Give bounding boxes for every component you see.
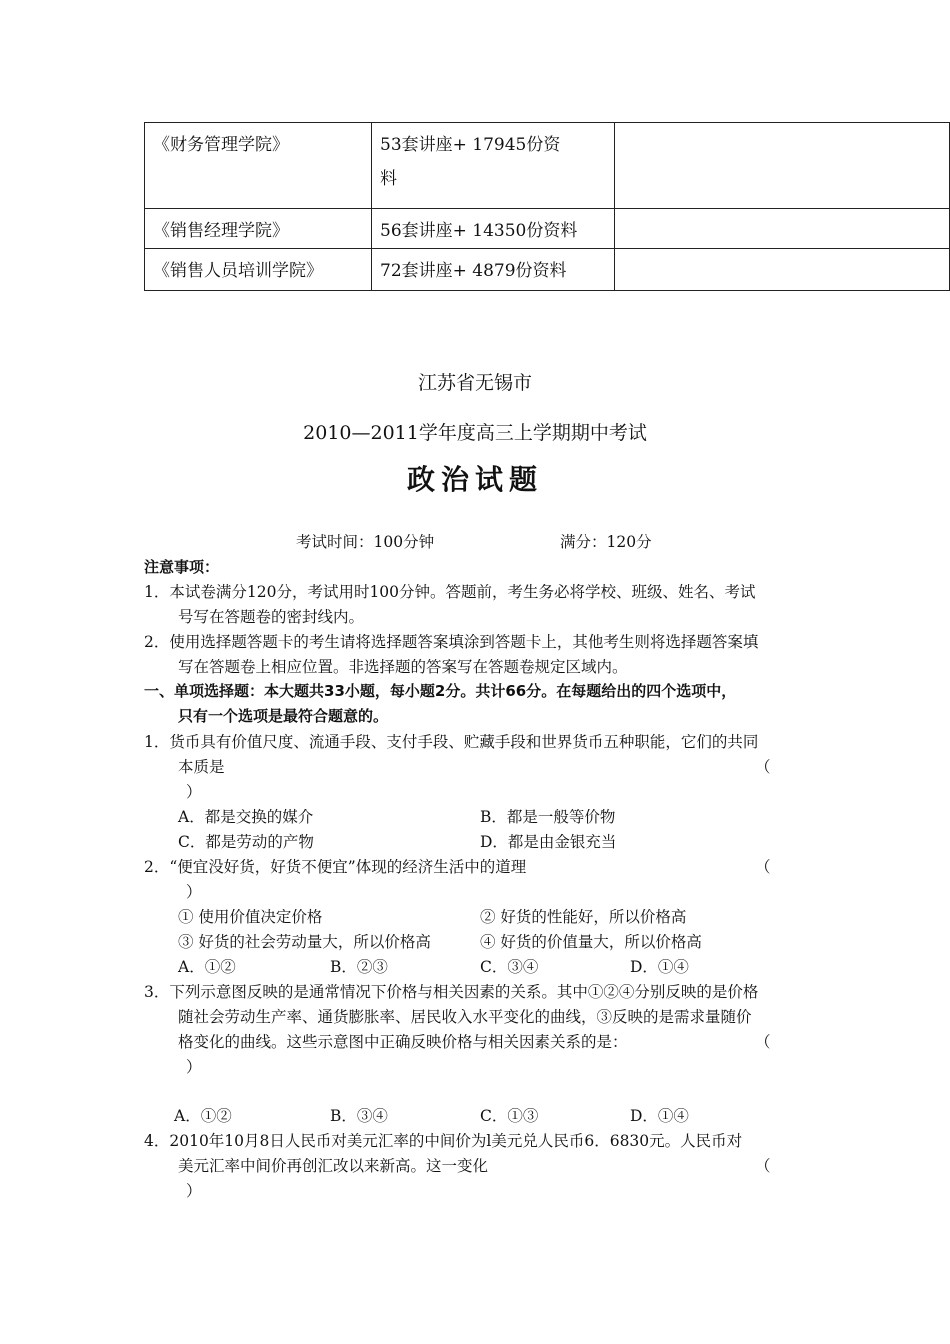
answer-paren-open: （ [755, 758, 771, 776]
notice-item-1: 1．本试卷满分120分，考试用时100分钟。答题前，考生务必将学校、班级、姓名、考试 [144, 583, 756, 601]
question-4-cont: 美元汇率中间价再创汇改以来新高。这一变化 [178, 1157, 489, 1175]
section-1-heading: 一、单项选择题：本大题共33小题，每小题2分。共计66分。在每题给出的四个选项中， [144, 682, 737, 700]
answer-paren-close: ） [186, 883, 202, 901]
option-a: A．都是交换的媒介 [178, 808, 314, 826]
table-cell-content: 56套讲座+ 14350份资料 [372, 209, 615, 249]
notice-item-2: 2．使用选择题答题卡的考生请将选择题答案填涂到答题卡上，其他考生则将选择题答案填 [144, 633, 759, 651]
answer-paren-open: （ [755, 1033, 771, 1051]
question-3: 3．下列示意图反映的是通常情况下价格与相关因素的关系。其中①②④分别反映的是价格 [144, 983, 759, 1001]
option-b: B．②③ [330, 958, 388, 976]
table-cell-name: 《销售经理学院》 [145, 209, 372, 249]
option-b: B．③④ [330, 1107, 388, 1125]
statement-2: ② 好货的性能好，所以价格高 [480, 908, 687, 926]
statement-4: ④ 好货的价值量大，所以价格高 [480, 933, 702, 951]
option-c: C．都是劳动的产物 [178, 833, 314, 851]
table-cell-extra [615, 249, 950, 291]
course-table [144, 122, 950, 291]
answer-paren-close: ） [186, 783, 202, 801]
answer-paren-open: （ [755, 1157, 771, 1175]
question-1-cont: 本质是 [178, 758, 225, 776]
section-1-heading-cont: 只有一个选项是最符合题意的。 [178, 707, 389, 725]
table-cell-content: 72套讲座+ 4879份资料 [372, 249, 615, 291]
question-1: 1．货币具有价值尺度、流通手段、支付手段、贮藏手段和世界货币五种职能，它们的共同 [144, 733, 759, 751]
option-d: D．①④ [630, 958, 689, 976]
question-2: 2．“便宜没好货，好货不便宜”体现的经济生活中的道理 [144, 858, 527, 876]
answer-paren-open: （ [755, 858, 771, 876]
option-d: D．都是由金银充当 [480, 833, 617, 851]
table-cell-extra [615, 123, 950, 209]
region-title: 江苏省无锡市 [417, 372, 532, 394]
notice-title: 注意事项： [144, 558, 220, 576]
question-4: 4．2010年10月8日人民币对美元汇率的中间价为l美元兑人民币6．6830元。人民币对 [144, 1132, 743, 1150]
subject-title: 政治试题 [406, 463, 543, 496]
exam-time: 考试时间：100分钟 [296, 533, 435, 551]
statement-3: ③ 好货的社会劳动量大，所以价格高 [178, 933, 431, 951]
question-3-cont: 格变化的曲线。这些示意图中正确反映价格与相关因素关系的是： [178, 1033, 628, 1051]
question-3-cont: 随社会劳动生产率、通货膨胀率、居民收入水平变化的曲线，③反映的是需求量随价 [178, 1008, 752, 1026]
answer-paren-close: ） [186, 1182, 202, 1200]
table-row [145, 123, 950, 209]
option-a: A．①② [174, 1107, 232, 1125]
answer-paren-close: ） [186, 1058, 202, 1076]
option-c: C．③④ [480, 958, 539, 976]
term-title: 2010—2011学年度高三上学期期中考试 [303, 422, 647, 444]
statement-1: ① 使用价值决定价格 [178, 908, 323, 926]
exam-score: 满分：120分 [560, 533, 652, 551]
option-a: A．①② [178, 958, 236, 976]
option-b: B．都是一般等价物 [480, 808, 616, 826]
table-cell-name: 《财务管理学院》 [145, 123, 372, 209]
notice-item-1-cont: 号写在答题卷的密封线内。 [178, 608, 365, 626]
option-c: C．①③ [480, 1107, 539, 1125]
table-row [145, 209, 950, 249]
table-cell-name: 《销售人员培训学院》 [145, 249, 372, 291]
table-row [145, 249, 950, 291]
table-cell-extra [615, 209, 950, 249]
table-cell-content: 53套讲座+ 17945份资 料 [372, 123, 615, 209]
option-d: D．①④ [630, 1107, 689, 1125]
notice-item-2-cont: 写在答题卷上相应位置。非选择题的答案写在答题卷规定区域内。 [178, 658, 628, 676]
